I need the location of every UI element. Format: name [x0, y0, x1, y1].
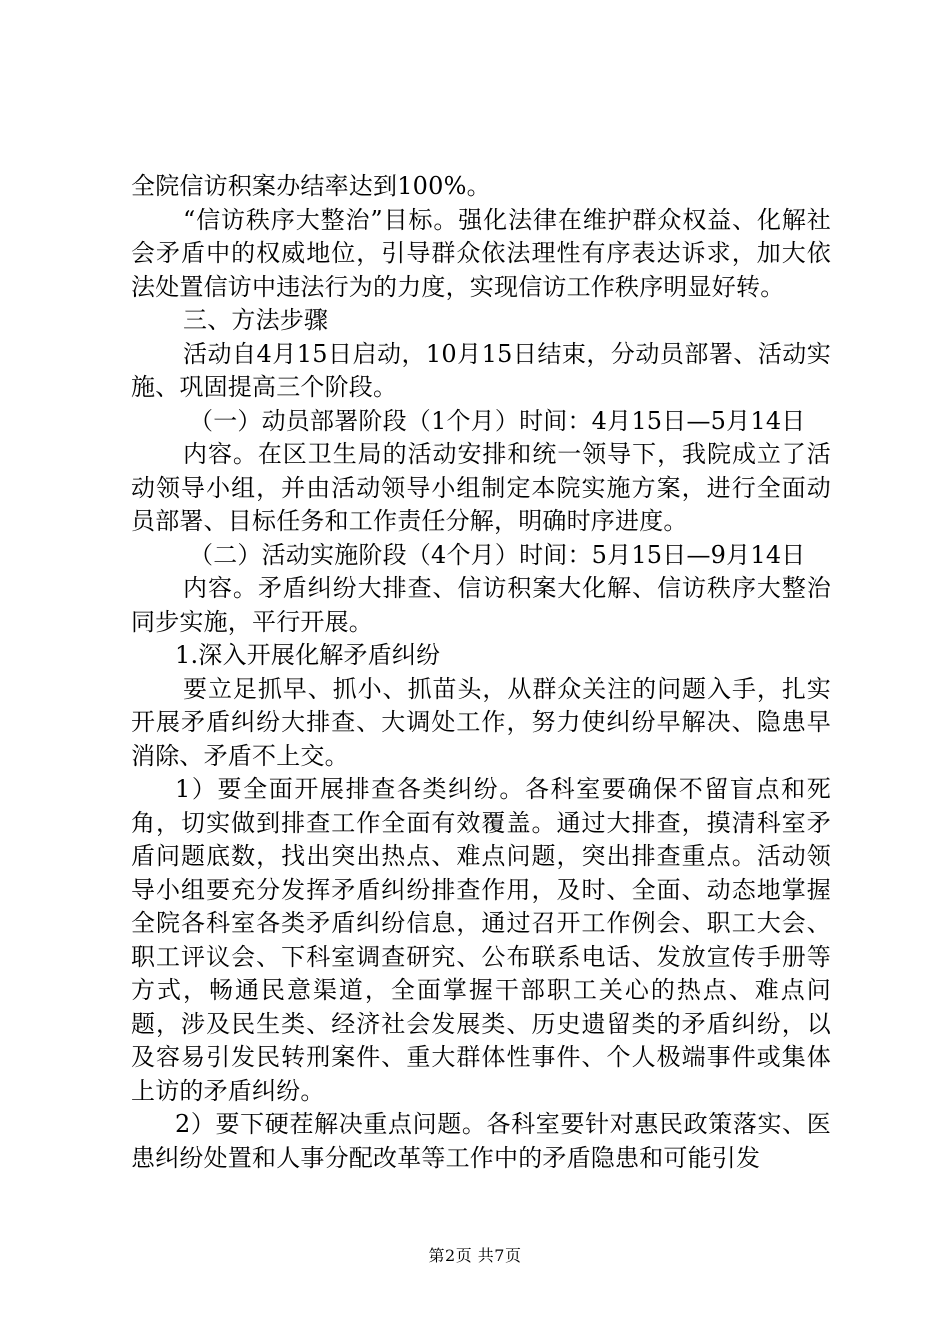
paragraph-10: 要立足抓早、抓小、抓苗头，从群众关注的问题入手，扎实开展矛盾纠纷大排查、大调处工作，努力使纠纷早解决、隐患早消除、矛盾不上交。	[131, 674, 831, 770]
document-body	[131, 170, 831, 1175]
page-number-footer: 第2页 共7页	[428, 1246, 522, 1265]
paragraph-8: 内容。矛盾纠纷大排查、信访积案大化解、信访秩序大整治同步实施，平行开展。	[131, 574, 831, 636]
subheading-stage-2: （二）活动实施阶段（4个月）时间：5月15日—9月14日	[189, 540, 806, 569]
paragraph-1: 全院信访积案办结率达到100%。	[131, 172, 491, 200]
section-heading-methods: 三、方法步骤	[183, 306, 329, 334]
subheading-stage-1: （一）动员部署阶段（1个月）时间：4月15日—5月14日	[189, 406, 806, 435]
paragraph-2: “信访秩序大整治”目标。强化法律在维护群众权益、化解社会矛盾中的权威地位，引导群众依法理性有序表达诉求，加大依法处置信访中违法行为的力度，实现信访工作秩序明显好转。	[131, 205, 831, 301]
paragraph-6: 内容。在区卫生局的活动安排和统一领导下，我院成立了活动领导小组，并由活动领导小组制定本院实施方案，进行全面动员部署、目标任务和工作责任分解，明确时序进度。	[131, 440, 831, 535]
paragraph-11: 1）要全面开展排查各类纠纷。各科室要确保不留盲点和死角，切实做到排查工作全面有效覆盖。通过大排查，摸清科室矛盾问题底数，找出突出热点、难点问题，突出排查重点。活动领导小组要充分发挥矛盾纠纷排查作用，及时、全面、动态地掌握全院各科室各类矛盾纠纷信息，通过召开工作例会、职工大会、职工评议会、下科室调查研究、公布联系电话、发放宣传手册等方式，畅通民意渠道，全面掌握干部职工关心的热点、难点问题，涉及民生类、经济社会发展类、历史遗留类的矛盾纠纷，以及容易引发民转刑案件、重大群体性事件、个人极端事件或集体上访的矛盾纠纷。	[131, 775, 831, 1105]
paragraph-4: 活动自4月15日启动，10月15日结束，分动员部署、活动实施、巩固提高三个阶段。	[131, 339, 831, 401]
paragraph-12: 2）要下硬茬解决重点问题。各科室要针对惠民政策落实、医患纠纷处置和人事分配改革等工作中的矛盾隐患和可能引发	[131, 1110, 831, 1172]
subheading-item-1: 1.深入开展化解矛盾纠纷	[175, 641, 441, 669]
